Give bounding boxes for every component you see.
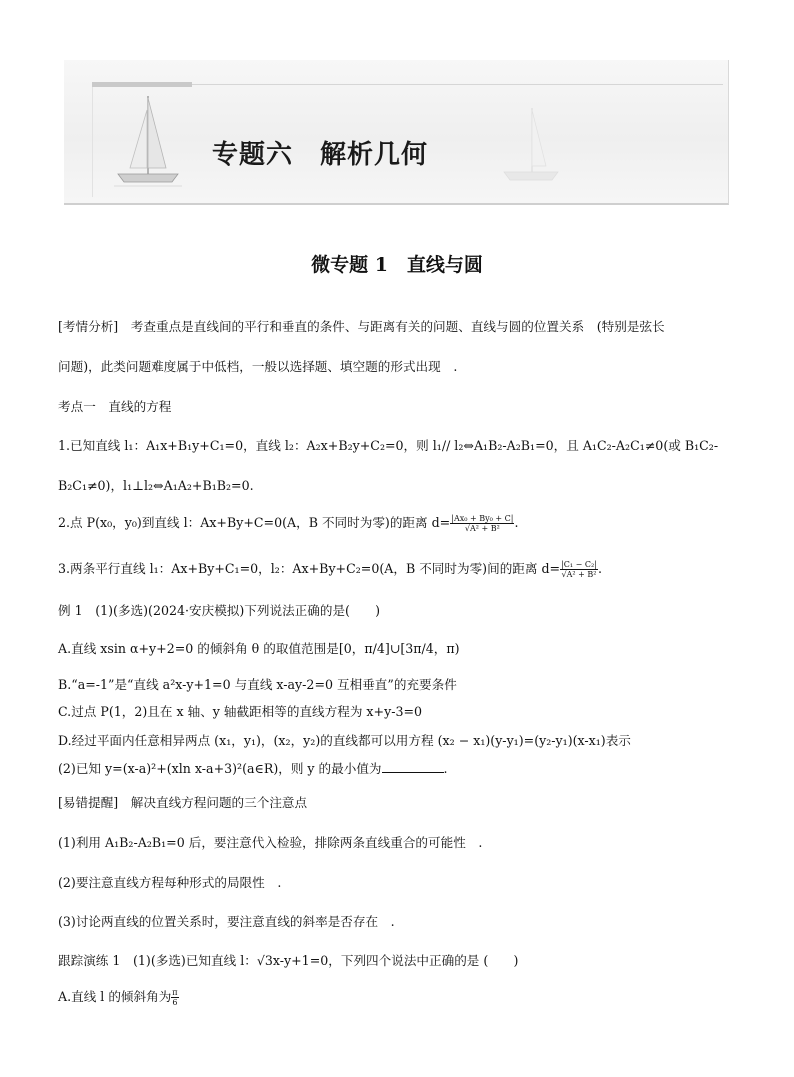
faded-sailboat-icon xyxy=(494,100,564,190)
option-c: C.过点 P(1，2)且在 x 轴、y 轴截距相等的直线方程为 x+y-3=0 xyxy=(58,704,423,719)
answer-blank xyxy=(382,760,444,773)
angle-range: [0，π/4]∪[3π/4，π) xyxy=(338,641,460,656)
example-1-part-2 xyxy=(58,760,448,778)
sailboat-icon xyxy=(104,90,184,190)
analysis-text-2: 问题)，此类问题难度属于中低档，一般以选择题、填空题的形式出现 . xyxy=(58,359,458,374)
formula-numerator: |C₁ − C₂| xyxy=(561,560,597,569)
option-a xyxy=(58,640,460,658)
practice-option-a-text: A.直线 l 的倾斜角为 xyxy=(58,989,172,1004)
option-a-text: A.直线 xsin α+y+2=0 的倾斜角 θ 的取值范围是 xyxy=(58,641,339,656)
analysis-text-1: [考情分析] 考查重点是直线间的平行和垂直的条件、与距离有关的问题、直线与圆的位置关系 (特别是弦长 xyxy=(58,319,665,334)
formula-denominator: √A² + B² xyxy=(561,570,597,579)
option-d: D.经过平面内任意相异两点 (x₁，y₁)，(x₂，y₂)的直线都可以用方程 (x₂ − x₁)(y-y₁)=(y₂-y₁)(x-x₁)表示 xyxy=(58,733,631,748)
rule-1-text-cont: B₂C₁≠0)，l₁⊥l₂⇔A₁A₂+B₁B₂=0. xyxy=(58,478,254,493)
part-2-text: (2)已知 y=(x-a)²+(xln x-a+3)²(a∈R)，则 y 的最小值为 xyxy=(58,761,382,776)
banner-accent-bar xyxy=(92,82,192,87)
angle-fraction xyxy=(171,988,178,1007)
practice-option-a xyxy=(58,988,179,1007)
rule-2-text xyxy=(58,514,518,533)
rule-3-text xyxy=(58,560,602,579)
period: . xyxy=(597,561,602,576)
example-1-question: 例 1 (1)(多选)(2024·安庆模拟)下列说法正确的是( ) xyxy=(58,603,381,618)
distance-formula xyxy=(450,514,514,533)
error-tip-2: (2)要注意直线方程每种形式的局限性 . xyxy=(58,875,282,890)
fraction-numerator: π xyxy=(172,988,178,997)
rule-2-label: 2.点 P(x₀，y₀)到直线 l：Ax+By+C=0(A，B 不同时为零)的距离 d= xyxy=(58,515,451,530)
option-b: B.“a=-1”是“直线 a²x-y+1=0 与直线 x-ay-2=0 互相垂直”的充要条件 xyxy=(58,677,457,692)
formula-numerator: |Ax₀ + By₀ + C| xyxy=(451,514,514,523)
practice-1-question: 跟踪演练 1 (1)(多选)已知直线 l：√3x-y+1=0，下列四个说法中正确的是 ( ) xyxy=(58,953,519,968)
error-tip-heading: [易错提醒] 解决直线方程问题的三个注意点 xyxy=(58,795,308,810)
period: . xyxy=(514,515,519,530)
fraction-denominator: 6 xyxy=(172,998,178,1007)
rule-1-text: 1.已知直线 l₁：A₁x+B₁y+C₁=0，直线 l₂：A₂x+B₂y+C₂=0，则 l₁// l₂⇔A₁B₂-A₂B₁=0，且 A₁C₂-A₂C₁≠0(或 B₁C₂- xyxy=(58,438,719,453)
section-title: 微专题 1 直线与圆 xyxy=(311,254,483,276)
chapter-title: 专题六 解析几何 xyxy=(212,140,429,170)
error-tip-3: (3)讨论两直线的位置关系时，要注意直线的斜率是否存在 . xyxy=(58,914,395,929)
topic-heading: 考点一 直线的方程 xyxy=(58,399,172,414)
period: . xyxy=(443,761,448,776)
formula-denominator: √A² + B² xyxy=(464,524,500,533)
chapter-banner xyxy=(64,60,729,205)
parallel-distance-formula xyxy=(560,560,598,579)
error-tip-1: (1)利用 A₁B₂-A₂B₁=0 后，要注意代入检验，排除两条直线重合的可能性 . xyxy=(58,835,483,850)
rule-3-label: 3.两条平行直线 l₁：Ax+By+C₁=0，l₂：Ax+By+C₂=0(A，B 不同时为零)间的距离 d= xyxy=(58,561,561,576)
